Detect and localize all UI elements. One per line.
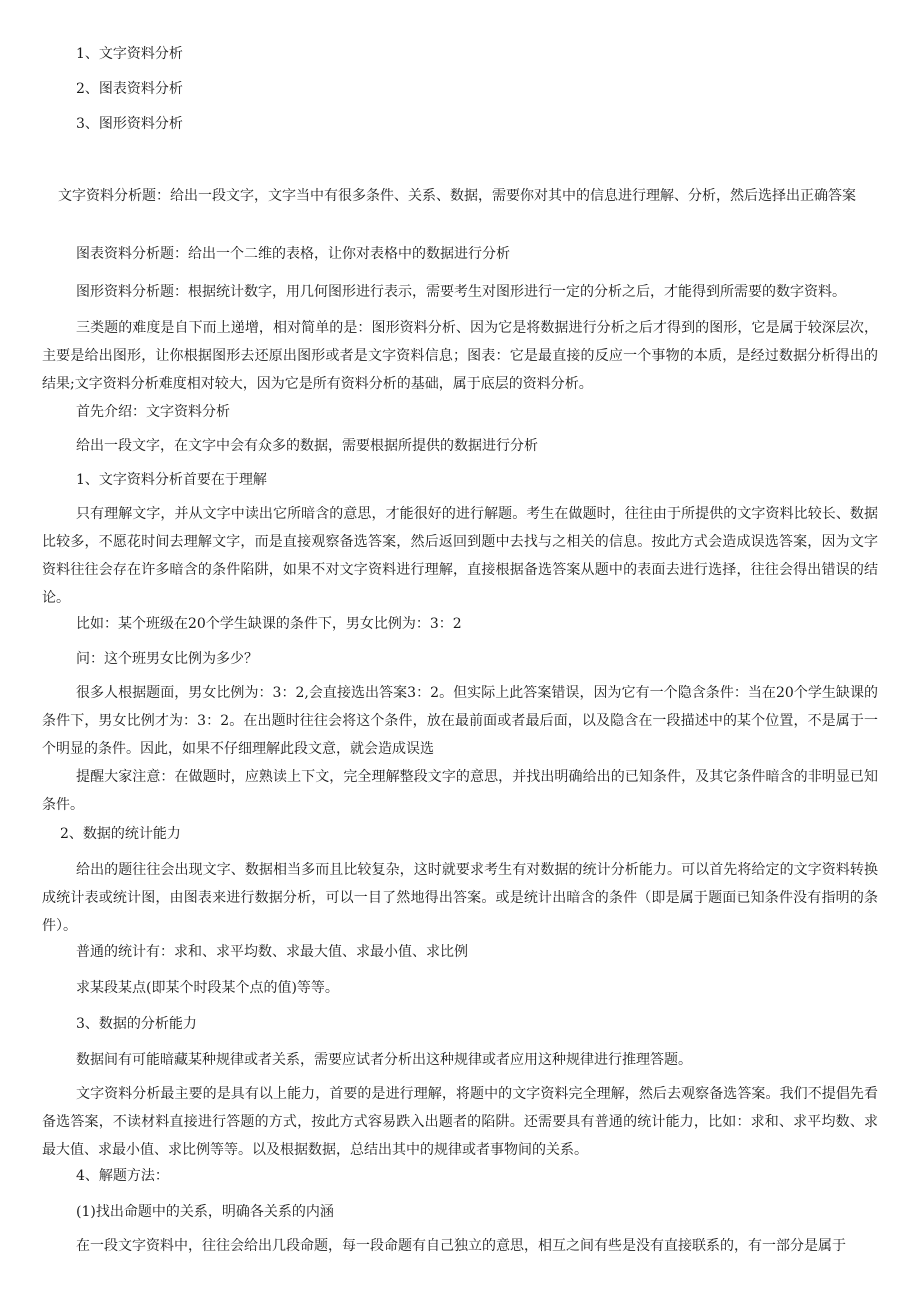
outline-item-2: 2、图表资料分析 bbox=[76, 81, 183, 97]
paragraph-table-type-intro: 图表资料分析题：给出一个二维的表格，让你对表格中的数据进行分析 bbox=[76, 246, 510, 262]
paragraph-summary: 文字资料分析最主要的是具有以上能力，首要的是进行理解，将题中的文字资料完全理解，然后去观察备选答案。我们不提倡先看备选答案，不读材料直接进行答题的方式，按此方式容易跌入出题者的陷阱。还需要具有普通的统计能力，比如：求和、求平均数、求最大值、求最小值、求比例等等。以及根据数据，总结出其中的规律或者事物间的关系。 bbox=[42, 1086, 878, 1158]
outline-item-1: 1、文字资料分析 bbox=[76, 46, 183, 62]
paragraph-segment-point: 求某段某点(即某个时段某个点的值)等等。 bbox=[76, 980, 339, 996]
outline-item-3: 3、图形资料分析 bbox=[76, 116, 183, 132]
paragraph-text-type-intro: 文字资料分析题：给出一段文字，文字当中有很多条件、关系、数据，需要你对其中的信息进行理解、分析，然后选择出正确答案 bbox=[58, 188, 856, 204]
paragraph-reminder: 提醒大家注意：在做题时，应熟读上下文，完全理解整段文字的意思，并找出明确给出的已知条件，及其它条件暗含的非明显已知条件。 bbox=[42, 769, 878, 813]
paragraph-example: 比如：某个班级在20个学生缺课的条件下，男女比例为：3：2 bbox=[76, 616, 462, 632]
paragraph-statistics: 给出的题往往会出现文字、数据相当多而且比较复杂，这时就要求考生有对数据的统计分析能力。可以首先将给定的文字资料转换成统计表或统计图，由图表来进行数据分析，可以一目了然地得出答案。或是统计出暗含的条件（即是属于题面已知条件没有指明的条件）。 bbox=[42, 862, 878, 934]
heading-understanding: 1、文字资料分析首要在于理解 bbox=[76, 472, 267, 488]
paragraph-common-stats: 普通的统计有：求和、求平均数、求最大值、求最小值、求比例 bbox=[76, 944, 468, 960]
heading-method-1: (1)找出命题中的关系，明确各关系的内涵 bbox=[76, 1204, 334, 1220]
heading-methods: 4、解题方法： bbox=[76, 1168, 169, 1184]
paragraph-given-text: 给出一段文字，在文字中会有众多的数据，需要根据所提供的数据进行分析 bbox=[76, 438, 538, 454]
paragraph-difficulty: 三类题的难度是自下而上递增，相对简单的是：图形资料分析、因为它是将数据进行分析之后才得到的图形，它是属于较深层次，主要是给出图形，让你根据图形去还原出图形或者是文字资料信息；图表：它是最直接的反应一个事物的本质，是经过数据分析得出的结果;文字资料分析难度相对较大，因为它是所有资料分析的基础，属于底层的资料分析。 bbox=[42, 320, 878, 392]
paragraph-question: 问：这个班男女比例为多少？ bbox=[76, 651, 258, 667]
heading-analysis: 3、数据的分析能力 bbox=[76, 1016, 197, 1032]
paragraph-understanding: 只有理解文字，并从文字中读出它所暗含的意思，才能很好的进行解题。考生在做题时，往往由于所提供的文字资料比较长、数据比较多，不愿花时间去理解文字，而是直接观察备选答案，然后返回到题中去找与之相关的信息。按此方式会造成误选答案，因为文字资料往往会存在许多暗含的条件陷阱，如果不对文字资料进行理解，直接根据备选答案从题中的表面去进行选择，往往会得出错误的结论。 bbox=[42, 506, 878, 606]
paragraph-first-intro: 首先介绍：文字资料分析 bbox=[76, 404, 230, 420]
paragraph-method-1: 在一段文字资料中，往往会给出几段命题，每一段命题有自己独立的意思，相互之间有些是没有直接联系的，有一部分是属于 bbox=[76, 1238, 846, 1254]
paragraph-example-explain: 很多人根据题面，男女比例为：3：2,会直接选出答案3：2。但实际上此答案错误，因为它有一个隐含条件：当在20个学生缺课的条件下，男女比例才为：3：2。在出题时往往会将这个条件，放在最前面或者最后面，以及隐含在一段描述中的某个位置，不是属于一个明显的条件。因此，如果不仔细理解此段文意，就会造成误选 bbox=[42, 685, 878, 757]
paragraph-analysis: 数据间有可能暗藏某种规律或者关系，需要应试者分析出这种规律或者应用这种规律进行推理答题。 bbox=[76, 1052, 692, 1068]
paragraph-graph-type-intro: 图形资料分析题：根据统计数字，用几何图形进行表示，需要考生对图形进行一定的分析之后，才能得到所需要的数字资料。 bbox=[76, 284, 846, 300]
heading-statistics: 2、数据的统计能力 bbox=[60, 826, 181, 842]
